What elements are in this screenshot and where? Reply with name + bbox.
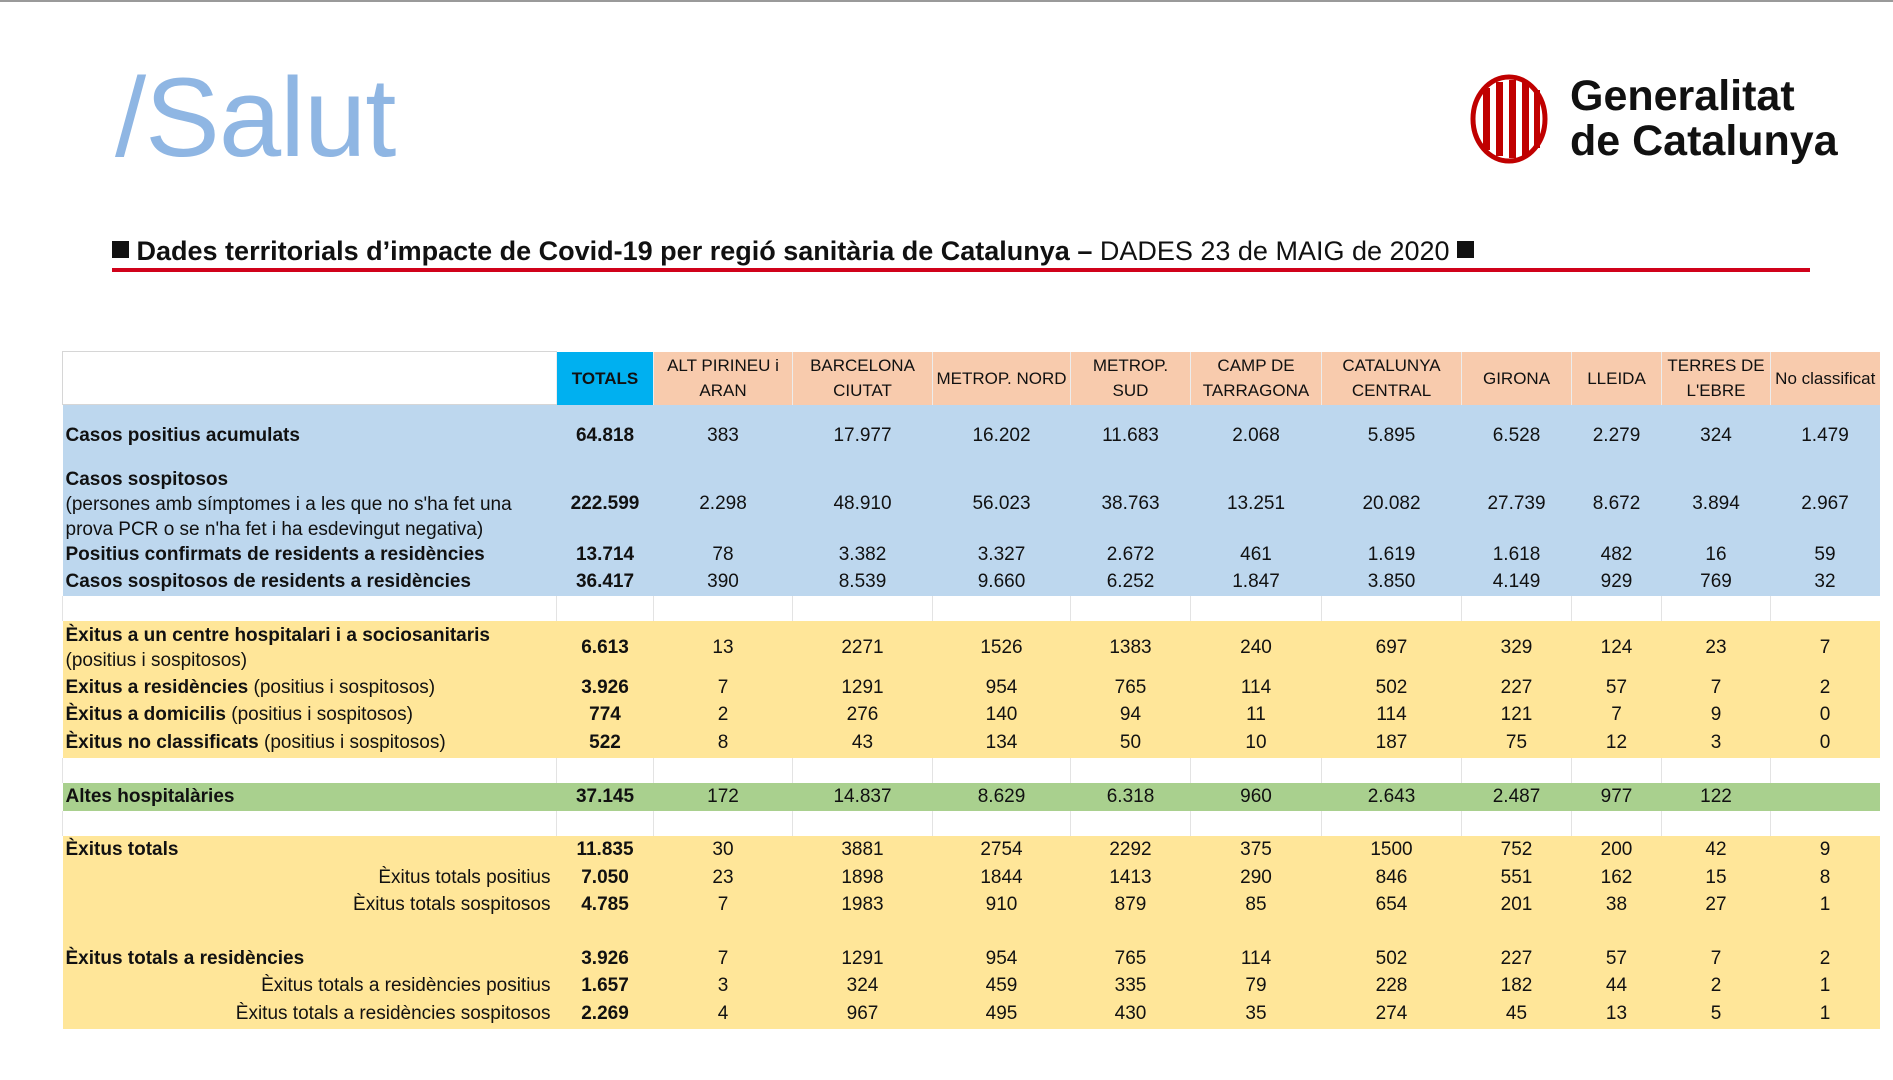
spacer-cell <box>1191 811 1322 836</box>
value-cell: 187 <box>1322 729 1462 758</box>
value-cell: 85 <box>1191 892 1322 919</box>
value-cell: 502 <box>1322 675 1462 702</box>
row-label <box>63 892 557 919</box>
value-cell: 227 <box>1462 675 1572 702</box>
totals-cell: 11.835 <box>557 836 654 865</box>
value-cell: 16.202 <box>933 405 1071 467</box>
value-cell: 752 <box>1462 836 1572 865</box>
spacer-cell <box>557 758 654 783</box>
value-cell: 2 <box>1662 973 1771 1000</box>
value-cell: 1500 <box>1322 836 1462 865</box>
value-cell: 274 <box>1322 1000 1462 1029</box>
totals-cell: 522 <box>557 729 654 758</box>
logo-text <box>1570 74 1838 164</box>
value-cell: 461 <box>1191 542 1322 569</box>
spacer-cell <box>1322 919 1462 946</box>
value-cell: 1526 <box>933 621 1071 675</box>
value-cell: 75 <box>1462 729 1572 758</box>
row-label-text: Altes hospitalàries <box>65 785 235 807</box>
value-cell: 3 <box>1662 729 1771 758</box>
spacer-cell <box>1771 758 1880 783</box>
value-cell: 11 <box>1191 702 1322 729</box>
row-label-note: (positius i sospitosos) <box>65 649 248 671</box>
header-cell: TERRES DE L'EBRE <box>1662 352 1771 405</box>
value-cell: 7 <box>1662 946 1771 973</box>
value-cell: 2.643 <box>1322 783 1462 811</box>
value-cell: 1291 <box>793 946 933 973</box>
value-cell: 5 <box>1662 1000 1771 1029</box>
value-cell: 495 <box>933 1000 1071 1029</box>
row-label-text: Èxitus a un centre hospitalari i a sociosanitaris <box>65 624 490 646</box>
table-row <box>63 1000 1880 1029</box>
spacer-cell <box>1071 596 1191 621</box>
value-cell: 27 <box>1662 892 1771 919</box>
value-cell: 3.850 <box>1322 569 1462 596</box>
row-label-note: (positius i sospitosos) <box>253 677 436 698</box>
row-label <box>63 405 557 467</box>
value-cell: 3.327 <box>933 542 1071 569</box>
value-cell: 2292 <box>1071 836 1191 865</box>
value-cell: 32 <box>1771 569 1880 596</box>
row-label-note: (persones amb símptomes i a les que no s'ha fet una prova PCR o se n'ha fet i ha esdevingut negativa) <box>65 493 512 540</box>
value-cell: 114 <box>1322 702 1462 729</box>
value-cell: 114 <box>1191 675 1322 702</box>
value-cell: 390 <box>654 569 793 596</box>
spacer-cell <box>1071 919 1191 946</box>
spacer-cell <box>63 596 557 621</box>
totals-cell: 7.050 <box>557 865 654 892</box>
spacer-row-yellow <box>63 919 1880 946</box>
row-label <box>63 467 557 542</box>
logo-line-1: Generalitat <box>1570 72 1795 120</box>
value-cell: 1983 <box>793 892 933 919</box>
value-cell: 8.672 <box>1572 467 1662 542</box>
value-cell: 383 <box>654 405 793 467</box>
row-label-text: Positius confirmats de residents a residències <box>65 544 485 565</box>
value-cell: 8 <box>1771 865 1880 892</box>
header-cell: LLEIDA <box>1572 352 1662 405</box>
spacer-cell <box>1771 811 1880 836</box>
value-cell: 14.837 <box>793 783 933 811</box>
value-cell: 4 <box>654 1000 793 1029</box>
totals-cell: 3.926 <box>557 946 654 973</box>
value-cell: 200 <box>1572 836 1662 865</box>
totals-cell: 222.599 <box>557 467 654 542</box>
value-cell: 6.318 <box>1071 783 1191 811</box>
value-cell: 240 <box>1191 621 1322 675</box>
spacer-cell <box>1462 919 1572 946</box>
title-underline <box>112 268 1810 272</box>
table-row <box>63 865 1880 892</box>
value-cell: 2.487 <box>1462 783 1572 811</box>
spacer-cell <box>1191 919 1322 946</box>
spacer-cell <box>654 758 793 783</box>
row-label-text: Èxitus totals sospitosos <box>353 894 551 915</box>
value-cell: 7 <box>654 946 793 973</box>
totals-cell: 37.145 <box>557 783 654 811</box>
spacer-cell <box>654 919 793 946</box>
value-cell: 7 <box>1771 621 1880 675</box>
spacer-cell <box>1662 811 1771 836</box>
value-cell: 967 <box>793 1000 933 1029</box>
header-cell: No classificat <box>1771 352 1880 405</box>
spacer-cell <box>654 596 793 621</box>
value-cell: 8 <box>654 729 793 758</box>
title-date: DADES 23 de MAIG de 2020 <box>1099 236 1450 266</box>
value-cell: 16 <box>1662 542 1771 569</box>
row-label <box>63 865 557 892</box>
value-cell: 654 <box>1322 892 1462 919</box>
totals-cell: 2.269 <box>557 1000 654 1029</box>
value-cell: 2.279 <box>1572 405 1662 467</box>
value-cell: 3881 <box>793 836 933 865</box>
value-cell: 38 <box>1572 892 1662 919</box>
spacer-cell <box>793 758 933 783</box>
value-cell: 1898 <box>793 865 933 892</box>
spacer-cell <box>933 811 1071 836</box>
value-cell: 3.382 <box>793 542 933 569</box>
value-cell: 7 <box>1662 675 1771 702</box>
value-cell: 2271 <box>793 621 933 675</box>
spacer-cell <box>1462 811 1572 836</box>
value-cell: 11.683 <box>1071 405 1191 467</box>
value-cell: 12 <box>1572 729 1662 758</box>
spacer-cell <box>1322 596 1462 621</box>
table-row <box>63 892 1880 919</box>
generalitat-emblem-icon <box>1470 74 1548 164</box>
value-cell: 1844 <box>933 865 1071 892</box>
value-cell: 765 <box>1071 946 1191 973</box>
title-bold: Dades territorials d’impacte de Covid-19 per regió sanitària de Catalunya – <box>136 236 1093 266</box>
value-cell: 94 <box>1071 702 1191 729</box>
value-cell: 20.082 <box>1322 467 1462 542</box>
value-cell: 1 <box>1771 892 1880 919</box>
table-row <box>63 569 1880 596</box>
row-label <box>63 569 557 596</box>
table-row <box>63 621 1880 675</box>
row-label-text: Èxitus no classificats <box>65 732 259 753</box>
spacer-cell <box>557 596 654 621</box>
value-cell: 765 <box>1071 675 1191 702</box>
value-cell: 929 <box>1572 569 1662 596</box>
table-row <box>63 946 1880 973</box>
value-cell: 114 <box>1191 946 1322 973</box>
spacer-cell <box>793 596 933 621</box>
header-row <box>63 352 1880 405</box>
value-cell: 9 <box>1662 702 1771 729</box>
value-cell: 27.739 <box>1462 467 1572 542</box>
value-cell: 1.479 <box>1771 405 1880 467</box>
table-row <box>63 405 1880 467</box>
header-cell: METROP. NORD <box>933 352 1071 405</box>
generalitat-logo <box>1470 74 1838 164</box>
value-cell: 6.252 <box>1071 569 1191 596</box>
value-cell: 0 <box>1771 729 1880 758</box>
value-cell: 140 <box>933 702 1071 729</box>
value-cell: 1383 <box>1071 621 1191 675</box>
value-cell: 30 <box>654 836 793 865</box>
spacer-cell <box>1572 811 1662 836</box>
value-cell: 57 <box>1572 675 1662 702</box>
spacer-cell <box>557 811 654 836</box>
value-cell: 4.149 <box>1462 569 1572 596</box>
value-cell: 43 <box>793 729 933 758</box>
table-row <box>63 702 1880 729</box>
spacer-cell <box>1071 811 1191 836</box>
row-label <box>63 702 557 729</box>
value-cell: 7 <box>1572 702 1662 729</box>
value-cell: 954 <box>933 946 1071 973</box>
value-cell: 2.672 <box>1071 542 1191 569</box>
value-cell: 2 <box>654 702 793 729</box>
totals-cell: 36.417 <box>557 569 654 596</box>
spacer-cell <box>1322 811 1462 836</box>
page-title <box>112 235 1812 267</box>
row-label-note: (positius i sospitosos) <box>231 704 413 725</box>
value-cell: 276 <box>793 702 933 729</box>
value-cell: 324 <box>793 973 933 1000</box>
spacer-cell <box>557 919 654 946</box>
value-cell: 56.023 <box>933 467 1071 542</box>
value-cell: 8.539 <box>793 569 933 596</box>
value-cell: 9.660 <box>933 569 1071 596</box>
value-cell: 769 <box>1662 569 1771 596</box>
totals-cell: 6.613 <box>557 621 654 675</box>
value-cell: 182 <box>1462 973 1572 1000</box>
value-cell: 172 <box>654 783 793 811</box>
value-cell: 551 <box>1462 865 1572 892</box>
totals-cell: 4.785 <box>557 892 654 919</box>
spacer-cell <box>933 596 1071 621</box>
row-label <box>63 1000 557 1029</box>
spacer-cell <box>933 919 1071 946</box>
value-cell: 13 <box>1572 1000 1662 1029</box>
spacer-cell <box>1191 758 1322 783</box>
value-cell: 2754 <box>933 836 1071 865</box>
value-cell: 335 <box>1071 973 1191 1000</box>
row-label-text: Èxitus a domicilis <box>65 704 226 725</box>
row-label <box>63 973 557 1000</box>
header-cell: ALT PIRINEU i ARAN <box>654 352 793 405</box>
table-row <box>63 729 1880 758</box>
spacer-cell <box>1662 758 1771 783</box>
value-cell: 13 <box>654 621 793 675</box>
value-cell: 502 <box>1322 946 1462 973</box>
value-cell: 50 <box>1071 729 1191 758</box>
value-cell: 2.298 <box>654 467 793 542</box>
spacer-cell <box>1771 596 1880 621</box>
spacer-row <box>63 596 1880 621</box>
spacer-cell <box>1462 758 1572 783</box>
row-label-text: Casos sospitosos <box>65 468 229 490</box>
row-label <box>63 542 557 569</box>
value-cell <box>1771 783 1880 811</box>
value-cell: 5.895 <box>1322 405 1462 467</box>
row-label <box>63 729 557 758</box>
spacer-cell <box>1462 596 1572 621</box>
value-cell: 6.528 <box>1462 405 1572 467</box>
value-cell: 17.977 <box>793 405 933 467</box>
value-cell: 48.910 <box>793 467 933 542</box>
row-label-text: Èxitus totals positius <box>378 867 551 888</box>
row-label <box>63 783 557 811</box>
spacer-cell <box>793 919 933 946</box>
value-cell: 23 <box>654 865 793 892</box>
value-cell: 7 <box>654 675 793 702</box>
row-label-text: Èxitus totals a residències <box>65 948 305 969</box>
value-cell: 954 <box>933 675 1071 702</box>
value-cell: 122 <box>1662 783 1771 811</box>
spacer-cell <box>1572 596 1662 621</box>
value-cell: 227 <box>1462 946 1572 973</box>
value-cell: 459 <box>933 973 1071 1000</box>
value-cell: 8.629 <box>933 783 1071 811</box>
value-cell: 290 <box>1191 865 1322 892</box>
spacer-row <box>63 811 1880 836</box>
value-cell: 134 <box>933 729 1071 758</box>
table-row <box>63 675 1880 702</box>
value-cell: 2 <box>1771 675 1880 702</box>
spacer-cell <box>1322 758 1462 783</box>
logo-line-2: de Catalunya <box>1570 117 1838 165</box>
header-cell: METROP. SUD <box>1071 352 1191 405</box>
row-label-text: Exitus a residències <box>65 677 249 698</box>
totals-cell: 64.818 <box>557 405 654 467</box>
value-cell: 324 <box>1662 405 1771 467</box>
value-cell: 15 <box>1662 865 1771 892</box>
spacer-row <box>63 758 1880 783</box>
spacer-cell <box>63 758 557 783</box>
header-cell: GIRONA <box>1462 352 1572 405</box>
value-cell: 2.068 <box>1191 405 1322 467</box>
value-cell: 482 <box>1572 542 1662 569</box>
salut-brand: /Salut <box>115 55 396 180</box>
row-label <box>63 675 557 702</box>
value-cell: 329 <box>1462 621 1572 675</box>
totals-cell: 774 <box>557 702 654 729</box>
square-bullet-icon <box>112 241 129 258</box>
value-cell: 35 <box>1191 1000 1322 1029</box>
value-cell: 846 <box>1322 865 1462 892</box>
row-label-text: Èxitus totals a residències sospitosos <box>235 1003 551 1024</box>
value-cell: 78 <box>654 542 793 569</box>
spacer-cell <box>1572 919 1662 946</box>
header-blank <box>63 352 557 405</box>
value-cell: 1.847 <box>1191 569 1322 596</box>
value-cell: 375 <box>1191 836 1322 865</box>
data-table <box>62 351 1880 1029</box>
spacer-cell <box>793 811 933 836</box>
row-label-text: Casos positius acumulats <box>65 424 300 446</box>
spacer-cell <box>1191 596 1322 621</box>
header-cell: TOTALS <box>557 352 654 405</box>
value-cell: 9 <box>1771 836 1880 865</box>
row-label-text: Èxitus totals a residències positius <box>261 975 551 996</box>
table-row <box>63 467 1880 542</box>
value-cell: 3.894 <box>1662 467 1771 542</box>
value-cell: 977 <box>1572 783 1662 811</box>
value-cell: 960 <box>1191 783 1322 811</box>
header-cell: BARCELONA CIUTAT <box>793 352 933 405</box>
value-cell: 201 <box>1462 892 1572 919</box>
spacer-cell <box>1662 919 1771 946</box>
value-cell: 79 <box>1191 973 1322 1000</box>
table-row <box>63 836 1880 865</box>
spacer-cell <box>63 811 557 836</box>
value-cell: 38.763 <box>1071 467 1191 542</box>
value-cell: 697 <box>1322 621 1462 675</box>
value-cell: 1413 <box>1071 865 1191 892</box>
value-cell: 0 <box>1771 702 1880 729</box>
value-cell: 162 <box>1572 865 1662 892</box>
table-row <box>63 973 1880 1000</box>
value-cell: 430 <box>1071 1000 1191 1029</box>
spacer-cell <box>1071 758 1191 783</box>
spacer-cell <box>1771 919 1880 946</box>
value-cell: 7 <box>654 892 793 919</box>
value-cell: 44 <box>1572 973 1662 1000</box>
spacer-cell <box>63 919 557 946</box>
value-cell: 2 <box>1771 946 1880 973</box>
row-label <box>63 836 557 865</box>
value-cell: 23 <box>1662 621 1771 675</box>
totals-cell: 13.714 <box>557 542 654 569</box>
value-cell: 228 <box>1322 973 1462 1000</box>
spacer-cell <box>654 811 793 836</box>
value-cell: 1 <box>1771 973 1880 1000</box>
value-cell: 1 <box>1771 1000 1880 1029</box>
totals-cell: 3.926 <box>557 675 654 702</box>
value-cell: 879 <box>1071 892 1191 919</box>
value-cell: 13.251 <box>1191 467 1322 542</box>
square-bullet-icon <box>1457 241 1474 258</box>
value-cell: 2.967 <box>1771 467 1880 542</box>
value-cell: 1.618 <box>1462 542 1572 569</box>
table-row <box>63 542 1880 569</box>
value-cell: 910 <box>933 892 1071 919</box>
row-label <box>63 946 557 973</box>
row-label-text: Èxitus totals <box>65 839 179 860</box>
row-label <box>63 621 557 675</box>
top-border <box>0 0 1893 2</box>
value-cell: 121 <box>1462 702 1572 729</box>
row-label-note: (positius i sospitosos) <box>264 732 446 753</box>
table-row <box>63 783 1880 811</box>
spacer-cell <box>1572 758 1662 783</box>
value-cell: 45 <box>1462 1000 1572 1029</box>
value-cell: 59 <box>1771 542 1880 569</box>
value-cell: 1291 <box>793 675 933 702</box>
spacer-cell <box>1662 596 1771 621</box>
header-cell: CAMP DE TARRAGONA <box>1191 352 1322 405</box>
header-cell: CATALUNYA CENTRAL <box>1322 352 1462 405</box>
value-cell: 57 <box>1572 946 1662 973</box>
value-cell: 10 <box>1191 729 1322 758</box>
value-cell: 3 <box>654 973 793 1000</box>
value-cell: 42 <box>1662 836 1771 865</box>
spacer-cell <box>933 758 1071 783</box>
totals-cell: 1.657 <box>557 973 654 1000</box>
row-label-text: Casos sospitosos de residents a residències <box>65 571 472 592</box>
value-cell: 124 <box>1572 621 1662 675</box>
value-cell: 1.619 <box>1322 542 1462 569</box>
